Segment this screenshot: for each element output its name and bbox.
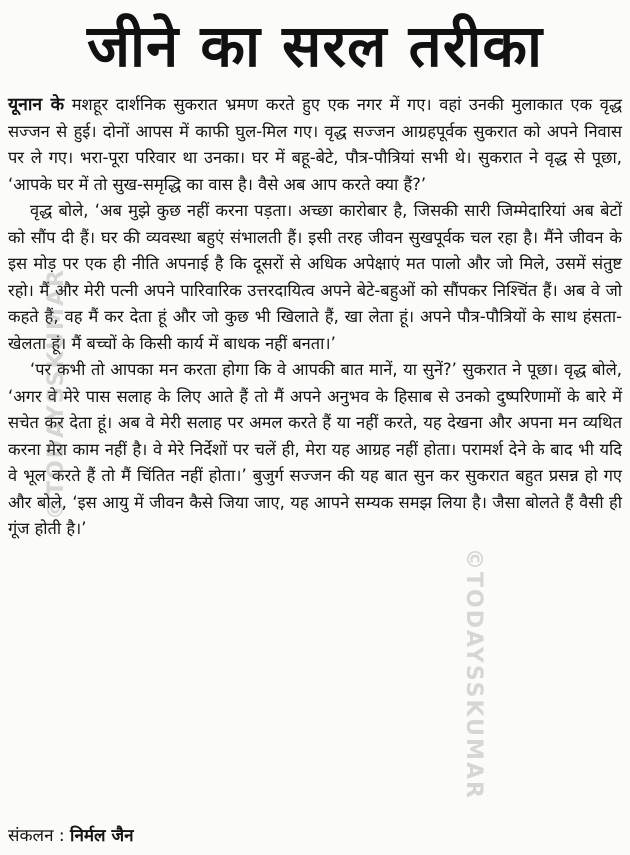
paragraph-1-text: मशहूर दार्शनिक सुकरात भ्रमण करते हुए एक नगर में गए। वहां उनकी मुलाकात एक वृद्ध सज्जन से हुई। दोनों आपस में काफी घुल-मिल गए। वृद्ध सज्जन आग्रहपूर्वक सुकरात को अपने निवास पर ले गए। भरा-पूरा परिवार था उनका। घर में बहू-बेटे, पौत्र-पौत्रियां सभी थे। सुकरात ने वृद्ध से पूछा, ‘आपके घर में तो सुख-समृद्धि का वास है। वैसे अब आप करते क्या हैं?’ — [8, 95, 622, 194]
paragraph-3: ‘पर कभी तो आपका मन करता होगा कि वे आपकी बात मानें, या सुनें?’ सुकरात ने पूछा। वृद्ध बोले, ‘अगर वे मेरे पास सलाह के लिए आते हैं तो मैं अपने अनुभव के हिसाब से उनको दुष्परिणामों के बारे में सचेत कर देता हूं। अब वे मेरी सलाह पर अमल करते हैं या नहीं करते, यह देखना और अपना मन व्यथित करना मेरा काम नहीं है। वे मेरे निर्देशों पर चलें ही, मेरा यह आग्रह नहीं होता। परामर्श देने के बाद भी यदि वे भूल करते हैं तो मैं चिंतित नहीं होता।’ बुजुर्ग सज्जन की यह बात सुन कर सुकरात बहुत प्रसन्न हो गए और बोले, ‘इस आयु में जीवन कैसे जिया जाए, यह आपने सम्यक समझ लिया है। जैसा बोलते हैं वैसी ही गूंज होती है।’ — [8, 360, 622, 538]
watermark-right: ©TODAYSSKUMAR — [461, 548, 486, 800]
lead-word: यूनान के — [8, 95, 65, 115]
credit-name: निर्मल जैन — [70, 826, 134, 846]
watermark-left: ©TODAYSSKUMAR — [44, 268, 69, 520]
article-body — [8, 92, 622, 543]
article-title: जीने का सरल तरीका — [86, 12, 544, 80]
paragraph-2: वृद्ध बोले, ‘अब मुझे कुछ नहीं करना पड़ता। अच्छा कारोबार है, जिसकी सारी जिम्मेदारियां अब बेटों को सौंप दी हैं। घर की व्यवस्था बहुएं संभालती हैं। इसी तरह जीवन सुखपूर्वक चल रहा है। मैंने जीवन के इस मोड़ पर एक ही नीति अपनाई है कि दूसरों से अधिक अपेक्षाएं मत पालो और जो मिले, उसमें संतुष्ट रहो। मैं और मेरी पत्नी अपने पारिवारिक उत्तरदायित्व अपने बेटे-बहुओं को सौंपकर निश्चिंत हैं। अब वे जो कहते हैं, वह मैं कर देता हूं और जो कुछ भी खिलाते हैं, खा लेता हूं। अपने पौत्र-पौत्रियों के साथ हंसता-खेलता हूं। मैं बच्चों के किसी कार्य में बाधक नहीं बनता।’ — [8, 201, 622, 353]
article-credit — [8, 822, 134, 850]
paragraph-1 — [8, 92, 622, 198]
credit-label: संकलन : — [8, 826, 65, 846]
